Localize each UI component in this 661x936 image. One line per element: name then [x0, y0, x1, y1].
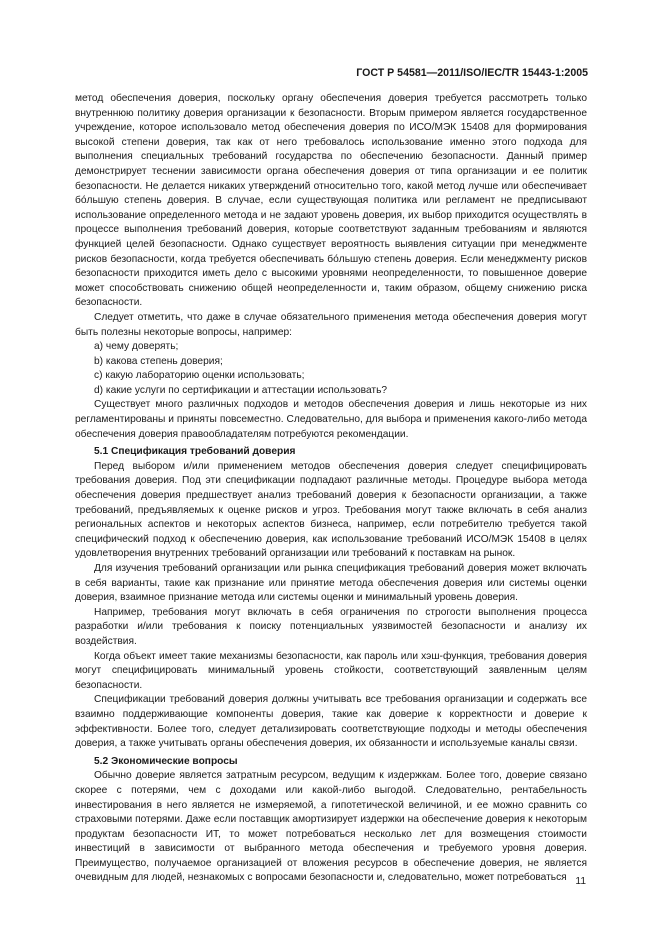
list-item: c) какую лабораторию оценки использовать; — [94, 370, 305, 382]
paragraph: Для изучения требований организации или рынка спецификация требований доверия может включать в себя варианты, такие как признание или принятие метода обеспечения доверия или системы оценки доверия, взаимное признание метода или системы оценки и минимальный уровень доверия. — [75, 563, 587, 604]
paragraph: Спецификации требований доверия должны учитывать все требования организации и содержать все взаимно поддерживающие компоненты доверия, такие как доверие к корректности и доверие к эффективности. Более того, следует детализировать соответствующие подходы и методы обеспечения доверия, а также учитывать органы обеспечения доверия, их обязанности и используемые каналы связи. — [75, 694, 587, 750]
paragraph: Например, требования могут включать в себя ограничения по строгости выполнения процесса разработки и/или требования к поиску потенциальных уязвимостей безопасности и анализу их воздействия. — [75, 606, 587, 647]
page-body — [75, 92, 587, 886]
paragraph: метод обеспечения доверия, поскольку органу обеспечения доверия требуется рассмотреть только внутреннюю политику доверия организации к безопасности. Вторым примером является государственное учреждение, которое использовало метод обеспечения доверия по ИСО/МЭК 15408 для формирования высокой степени доверия, так как от него требовалось использование именно этого подхода для выполнения специальных требований государства по обеспечению безопасности. Данный пример демонстрирует теснении зависимости органа обеспечения доверия от типа организации и ее политик безопасности. Не делается никаких утверждений относительно того, какой метод лучше или обеспечивает бо́льшую степень доверия. В случае, если существующая политика или регламент не предписывают использование определенного метода и не задают уровень доверия, их выбор приходится осуществлять в процессе выполнения требований доверия, которые соответствуют заданным требованиям и являются функцией целей безопасности. Однако существует вероятность выявления ситуации при менеджменте рисков безопасности, когда требуется обеспечивать бо́льшую степень доверия. Если менеджменту рисков безопасности приходится иметь дело с высокими уровнями неопределенности, то повышенное доверие может способствовать снижению общей неопределенности и, таким образом, общему снижению риска безопасности. — [75, 93, 587, 309]
paragraph: Обычно доверие является затратным ресурсом, ведущим к издержкам. Более того, доверие связано скорее с потерями, чем с доходами или какой-либо выгодой. Следовательно, рентабельность инвестирования в него является не измеряемой, а гипотетической величиной, и ее можно сравнить со страховыми потерями. Даже если поставщик амортизирует издержки на обеспечение доверия к некоторым продуктам безопасности ИТ, то может потребоваться несколько лет для возмещения стоимости инвестиций в зависимости от выбранного метода обеспечения и требуемого уровня доверия. Преимущество, получаемое организацией от вложения ресурсов в обеспечение доверия, не является очевидным для людей, незнакомых с вопросами безопасности и, следовательно, может потребоваться — [75, 770, 587, 884]
section-heading: 5.1 Спецификация требований доверия — [94, 446, 296, 458]
paragraph: Когда объект имеет такие механизмы безопасности, как пароль или хэш-функция, требования доверия могут специфицировать минимальный уровень стойкости, соответствующий заявленным целям безопасности. — [75, 650, 587, 691]
paragraph: Перед выбором и/или применением методов обеспечения доверия следует специфицировать требования доверия. Под эти спецификации подпадают различные методы. Процедуре выбора метода обеспечения доверия предшествует анализ требований доверия к безопасности организации, а также требований, предъявляемых к оценке рисков и угроз. Требования могут также включать в себя анализ региональных аспектов и некоторых аспектов бизнеса, например, если потребителю требуется такой специфический подход к обеспечению доверия, как использование требований ИСО/МЭК 15408 в целях удовлетворения внутренних требований организации или требований к поставкам на рынок. — [75, 460, 587, 560]
section-heading: 5.2 Экономические вопросы — [94, 755, 238, 767]
page-number: 11 — [575, 876, 586, 887]
list-item: b) какова степень доверия; — [94, 355, 223, 367]
paragraph: Следует отметить, что даже в случае обязательного применения метода обеспечения доверия могут быть полезны некоторые вопросы, например: — [75, 311, 587, 338]
document-header: ГОСТ Р 54581—2011/ISO/IEC/TR 15443-1:2005 — [356, 67, 588, 79]
paragraph: Существует много различных подходов и методов обеспечения доверия и лишь некоторые из них регламентированы и приняты повсеместно. Следовательно, для выбора и применения какого-либо метода обеспечения доверия правообладателям потребуются рекомендации. — [75, 399, 587, 440]
list-item: d) какие услуги по сертификации и аттестации использовать? — [94, 384, 388, 396]
list-item: a) чему доверять; — [94, 341, 179, 353]
